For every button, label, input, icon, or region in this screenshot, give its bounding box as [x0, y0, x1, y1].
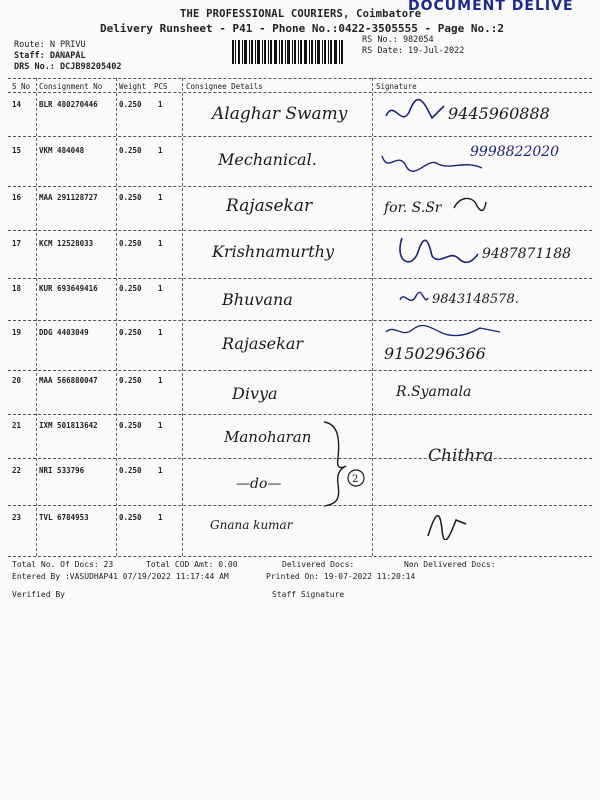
row-sno: 16: [12, 193, 22, 202]
table-bottom-rule: [8, 556, 592, 557]
row-weight: 0.250: [119, 193, 142, 202]
svg-text:2: 2: [352, 474, 359, 485]
row-consignee: Alaghar Swamy: [212, 104, 348, 124]
col-divider: [116, 78, 117, 556]
row-consignment: KCM 12528033: [39, 239, 94, 248]
row-divider: [8, 320, 592, 321]
verified-by: Verified By: [12, 590, 65, 599]
signature-scribble: [378, 146, 488, 176]
row-signature: 9998822020: [470, 144, 560, 160]
signature-scribble: [392, 232, 482, 272]
row-consignment: BLR 480270446: [39, 100, 98, 109]
document-delivery-stamp: DOCUMENT DELIVE: [408, 0, 574, 14]
entered-by: Entered By :VASUDHAP41 07/19/2022 11:17:44 AM: [12, 572, 229, 581]
barcode-image: [232, 40, 344, 64]
delivered-docs: Delivered Docs:: [282, 560, 355, 569]
row-consignee: Gnana kumar: [210, 518, 293, 532]
row-signature: R.Syamala: [396, 384, 472, 400]
row-pcs: 1: [158, 193, 163, 202]
row-weight: 0.250: [119, 466, 142, 475]
row-consignment: KUR 693649416: [39, 284, 98, 293]
row-pcs: 1: [158, 421, 163, 430]
signature-scribble: [384, 322, 504, 340]
row-sno: 18: [12, 284, 22, 293]
brace-circled-two-mark: [318, 418, 368, 508]
row-divider: [8, 505, 592, 506]
route-label: Route: N PRIVU: [14, 40, 86, 50]
row-sno: 23: [12, 513, 22, 522]
row-divider: [8, 370, 592, 371]
row-divider: [8, 458, 592, 459]
table-top-rule: [8, 78, 592, 79]
col-header-pcs: PCS: [154, 82, 168, 91]
row-weight: 0.250: [119, 376, 142, 385]
table-header-rule: [8, 92, 592, 93]
signature-scribble: [420, 506, 470, 540]
col-header-signature: Signature: [376, 82, 417, 91]
printed-on: Printed On: 19-07-2022 11:20:14: [266, 572, 416, 581]
row-pcs: 1: [158, 100, 163, 109]
row-signature: for. S.Sr: [384, 200, 442, 216]
row-consignment: VKM 484048: [39, 146, 85, 155]
row-consignment: MAA 291128727: [39, 193, 98, 202]
row-sno: 21: [12, 421, 22, 430]
row-consignee: Manoharan: [224, 428, 312, 446]
signature-scribble: [380, 96, 450, 130]
row-divider: [8, 186, 592, 187]
row-pcs: 1: [158, 239, 163, 248]
staff-label: Staff: DANAPAL: [14, 51, 86, 61]
row-weight: 0.250: [119, 328, 142, 337]
row-consignee: Mechanical.: [218, 150, 317, 169]
col-divider: [36, 78, 37, 556]
col-header-sno: S No: [12, 82, 31, 91]
staff-signature: Staff Signature: [272, 590, 345, 599]
row-signature: 9150296366: [384, 344, 486, 363]
row-weight: 0.250: [119, 513, 142, 522]
row-divider: [8, 278, 592, 279]
col-divider: [372, 78, 373, 556]
row-weight: 0.250: [119, 421, 142, 430]
row-weight: 0.250: [119, 284, 142, 293]
col-header-consignment: Consignment No: [39, 82, 103, 91]
row-sno: 14: [12, 100, 22, 109]
total-cod: Total COD Amt: 0.00: [146, 560, 238, 569]
row-divider: [8, 136, 592, 137]
non-delivered-docs: Non Delivered Docs:: [404, 560, 496, 569]
runsheet-title: Delivery Runsheet - P41 - Phone No.:0422-3505555 - Page No.:2: [100, 22, 504, 35]
row-pcs: 1: [158, 513, 163, 522]
row-consignment: IXM 501813642: [39, 421, 98, 430]
row-consignee: Divya: [232, 384, 278, 403]
row-consignee: Rajasekar: [226, 196, 313, 216]
row-consignee: Krishnamurthy: [212, 242, 334, 261]
rs-date: RS Date: 19-Jul-2022: [362, 46, 465, 56]
row-consignee: Bhuvana: [222, 290, 293, 309]
row-consignment: NRI 533796: [39, 466, 85, 475]
total-docs: Total No. Of Docs: 23: [12, 560, 114, 569]
company-title: THE PROFESSIONAL COURIERS, Coimbatore: [180, 8, 422, 20]
row-pcs: 1: [158, 146, 163, 155]
signature-scribble: [450, 194, 490, 216]
row-weight: 0.250: [119, 100, 142, 109]
row-sno: 20: [12, 376, 22, 385]
rs-number: RS No.: 982054: [362, 35, 434, 45]
signature-scribble: [396, 288, 432, 310]
row-sno: 15: [12, 146, 22, 155]
row-consignment: DDG 4403049: [39, 328, 89, 337]
row-pcs: 1: [158, 466, 163, 475]
row-signature: 9843148578.: [432, 292, 519, 307]
row-signature: 9445960888: [448, 104, 550, 123]
row-consignee: Rajasekar: [222, 334, 304, 353]
row-divider: [8, 230, 592, 231]
row-divider: [8, 414, 592, 415]
row-pcs: 1: [158, 284, 163, 293]
row-consignment: TVL 6784953: [39, 513, 89, 522]
row-sno: 22: [12, 466, 22, 475]
row-weight: 0.250: [119, 239, 142, 248]
drs-number: DRS No.: DCJB98205402: [14, 62, 122, 72]
col-divider: [182, 78, 183, 556]
col-header-weight: Weight: [119, 82, 147, 91]
row-consignment: MAA 566880047: [39, 376, 98, 385]
row-consignee: —do—: [236, 476, 282, 492]
row-pcs: 1: [158, 328, 163, 337]
row-weight: 0.250: [119, 146, 142, 155]
row-signature: 9487871188: [482, 246, 572, 262]
row-sno: 19: [12, 328, 22, 337]
col-header-consignee: Consignee Details: [186, 82, 263, 91]
row-signature: Chithra: [428, 446, 494, 466]
row-sno: 17: [12, 239, 22, 248]
row-pcs: 1: [158, 376, 163, 385]
